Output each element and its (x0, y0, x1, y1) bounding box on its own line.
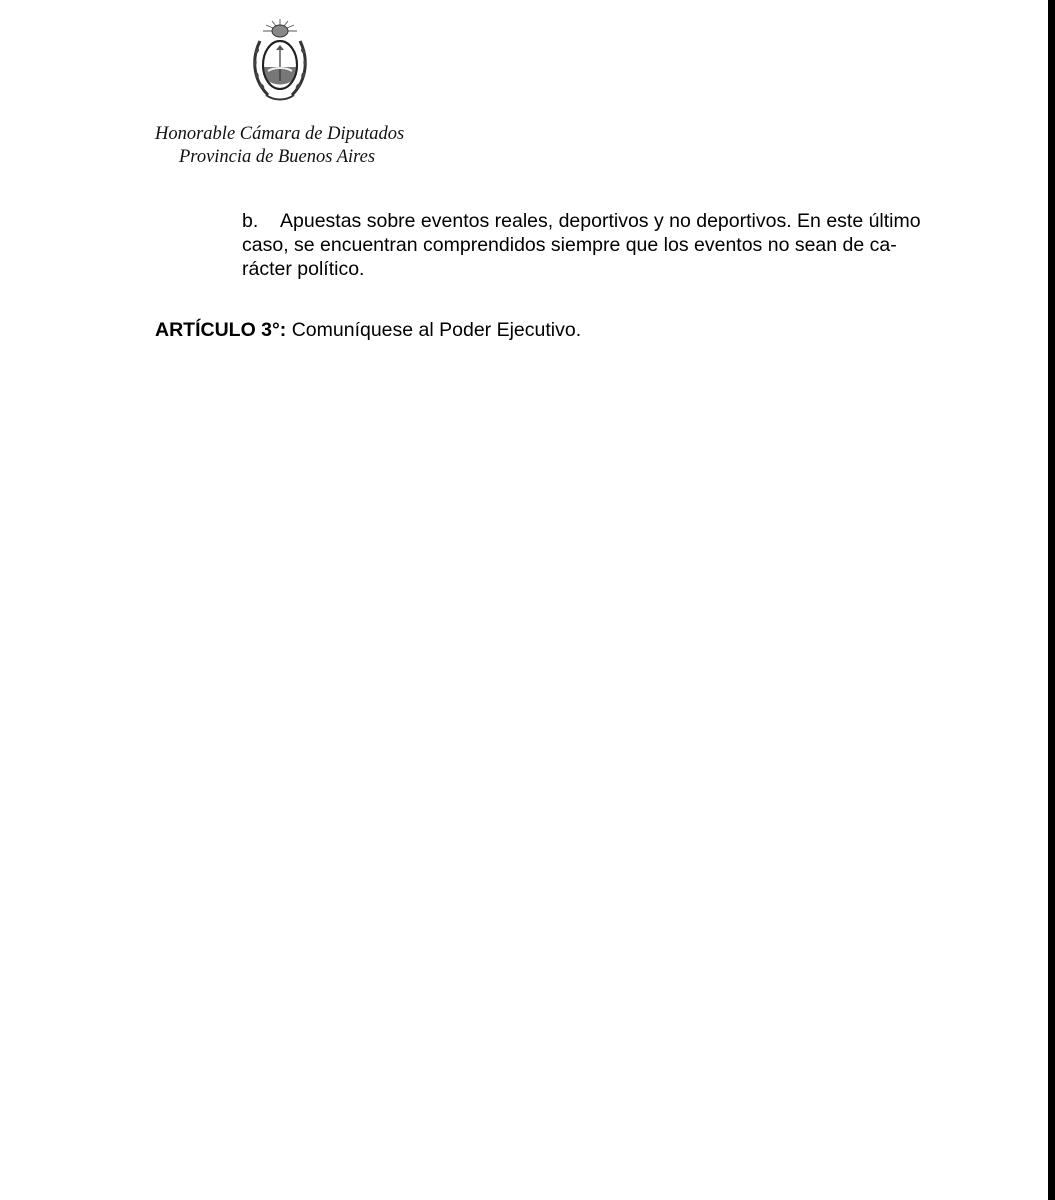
list-item-b (242, 209, 977, 281)
list-item-text-line-2: caso, se encuentran comprendidos siempre que los eventos no sean de ca- (242, 234, 897, 256)
list-item-marker: b. (242, 210, 259, 232)
article-3-text: Comuníquese al Poder Ejecutivo. (291, 319, 582, 341)
argentine-coat-of-arms-icon (248, 17, 312, 107)
page-edge-border (1048, 0, 1055, 1200)
header-province-name: Provincia de Buenos Aires (179, 147, 376, 167)
list-item-text-line-1: Apuestas sobre eventos reales, deportivos y no deportivos. En este último (280, 210, 921, 232)
article-3-label: ARTÍCULO 3°: (155, 319, 287, 341)
list-item-text-line-3: rácter político. (242, 258, 365, 280)
article-3 (155, 318, 581, 342)
header-chamber-name: Honorable Cámara de Diputados (155, 124, 405, 144)
